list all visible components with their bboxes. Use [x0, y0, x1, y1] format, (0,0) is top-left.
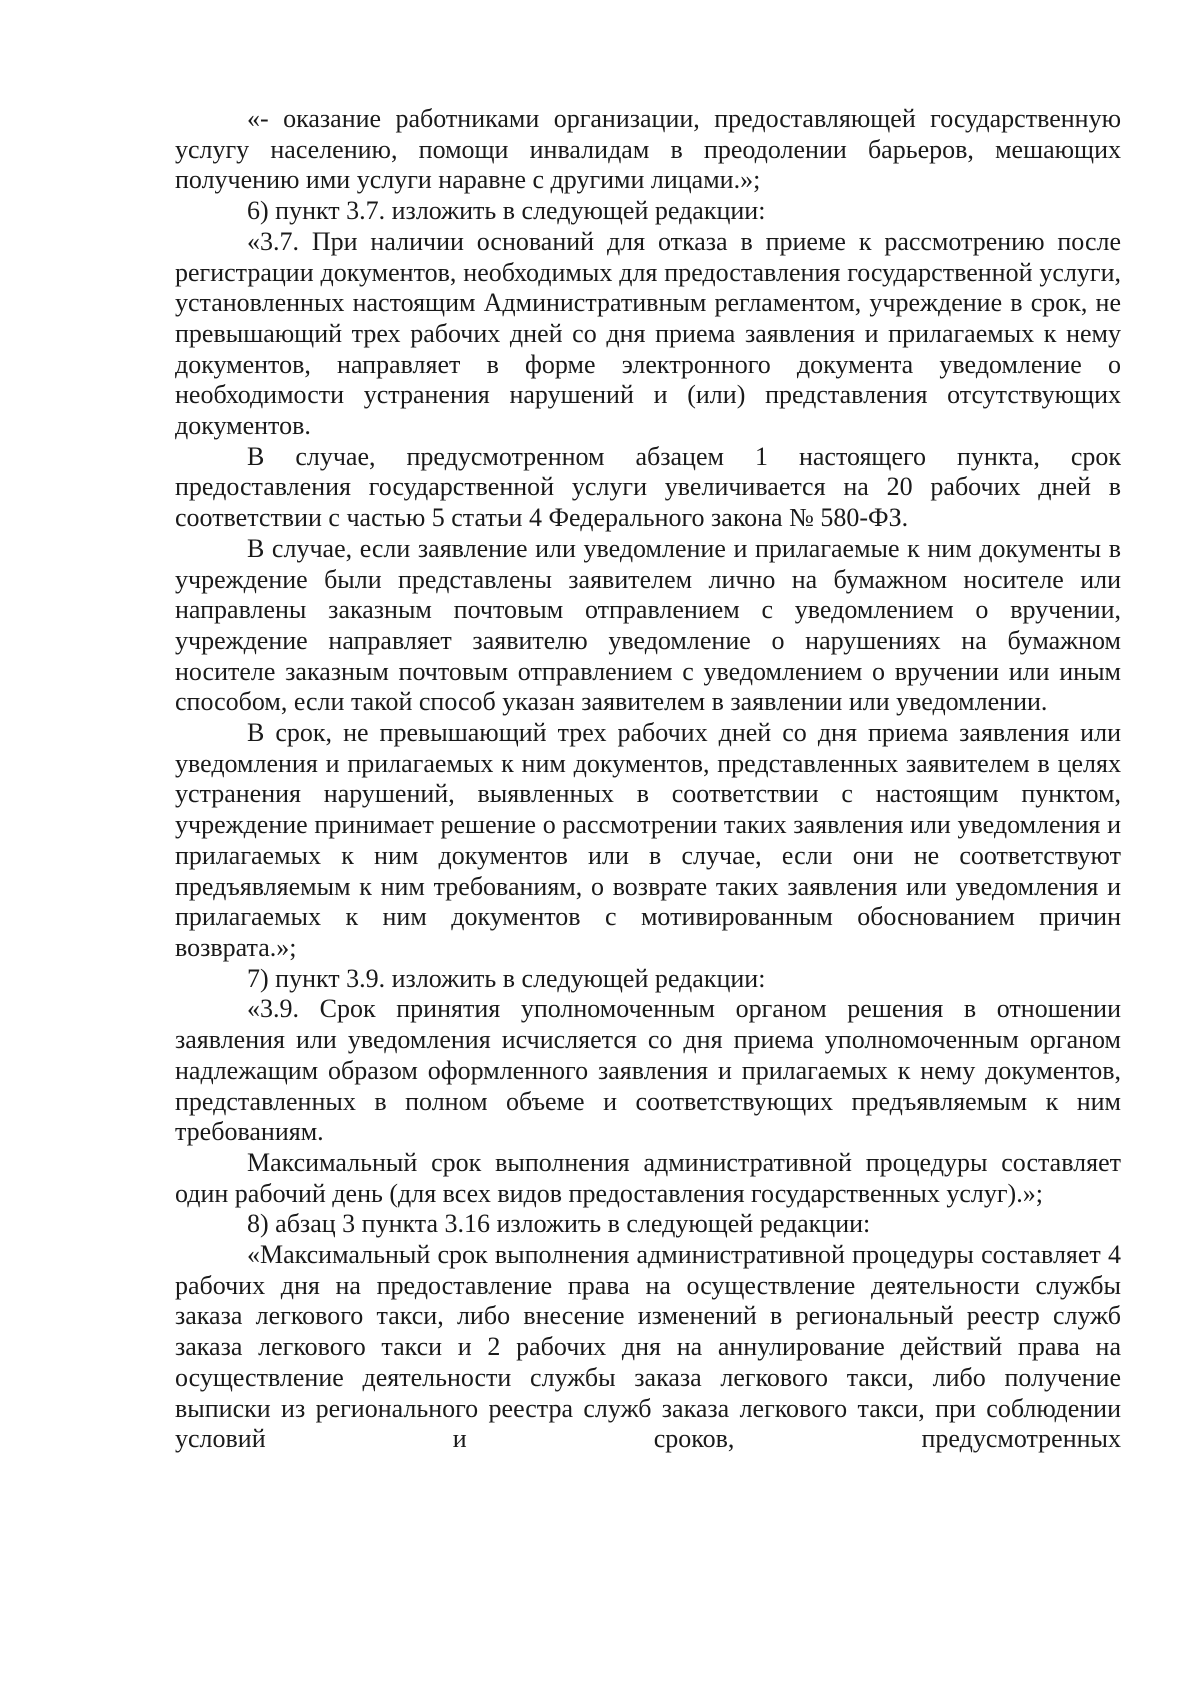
paragraph-term-extension: В случае, предусмотренном абзацем 1 настоящего пункта, срок предоставления государственной услуги увеличивается на 20 рабочих дней в соответствии с частью 5 статьи 4 Федерального закона № 580-ФЗ.: [175, 441, 1121, 533]
paragraph-item-disabled-assistance: «- оказание работниками организации, предоставляющей государственную услугу населению, помощи инвалидам в преодолении барьеров, мешающих получению ими услуги наравне с другими лицами.»;: [175, 104, 1121, 195]
paragraph-decision-deadline: В срок, не превышающий трех рабочих дней со дня приема заявления или уведомления и прилагаемых к ним документов, представленных заявителем в целях устранения нарушений, выявленных в соответствии с настоящим пунктом, учреждение принимает решение о рассмотрении таких заявления или уведомления и прилагаемых к ним документов или в случае, если они не соответствуют предъявляемым к ним требованиям, о возврате таких заявления или уведомления и прилагаемых к ним документов с мотивированным обоснованием причин возврата.»;: [175, 718, 1121, 962]
paragraph-max-term-taxi: «Максимальный срок выполнения административной процедуры составляет 4 рабочих дня на предоставление права на осуществление деятельности службы заказа легкового такси, либо внесение изменений в региональный реестр служб заказа легкового такси и 2 рабочих дня на аннулирование действий права на осуществление деятельности службы заказа легкового такси, либо получение выписки из регионального реестра служб заказа легкового такси, при соблюдении условий и сроков, предусмотренных: [175, 1240, 1121, 1454]
paragraph-amendment-6: 6) пункт 3.7. изложить в следующей редакции:: [247, 196, 766, 226]
paragraph-amendment-7: 7) пункт 3.9. изложить в следующей редакции:: [247, 963, 766, 993]
paragraph-clause-3-9: «3.9. Срок принятия уполномоченным органом решения в отношении заявления или уведомления исчисляется со дня приема уполномоченным органом надлежащим образом оформленного заявления и прилагаемых к нему документов, представленных в полном объеме и соответствующих предъявляемым к ним требованиям.: [175, 994, 1121, 1147]
paragraph-paper-notice: В случае, если заявление или уведомление и прилагаемые к ним документы в учреждение были представлены заявителем лично на бумажном носителе или направлены заказным почтовым отправлением с уведомлением о вручении, учреждение направляет заявителю уведомление о нарушениях на бумажном носителе заказным почтовым отправлением с уведомлением о вручении или иным способом, если такой способ указан заявителем в заявлении или уведомлении.: [175, 533, 1121, 717]
paragraph-amendment-8: 8) абзац 3 пункта 3.16 изложить в следующей редакции:: [247, 1209, 871, 1239]
paragraph-clause-3-7: «3.7. При наличии оснований для отказа в приеме к рассмотрению после регистрации документов, необходимых для предоставления государственной услуги, установленных настоящим Административным регламентом, учреждение в срок, не превышающий трех рабочих дней со дня приема заявления и прилагаемых к нему документов, направляет в форме электронного документа уведомление о необходимости устранения нарушений и (или) представления отсутствующих документов.: [175, 226, 1121, 441]
paragraph-max-term-one-day: Максимальный срок выполнения административной процедуры составляет один рабочий день (для всех видов предоставления государственных услуг).»;: [175, 1147, 1121, 1208]
document-body: [175, 104, 1121, 1455]
